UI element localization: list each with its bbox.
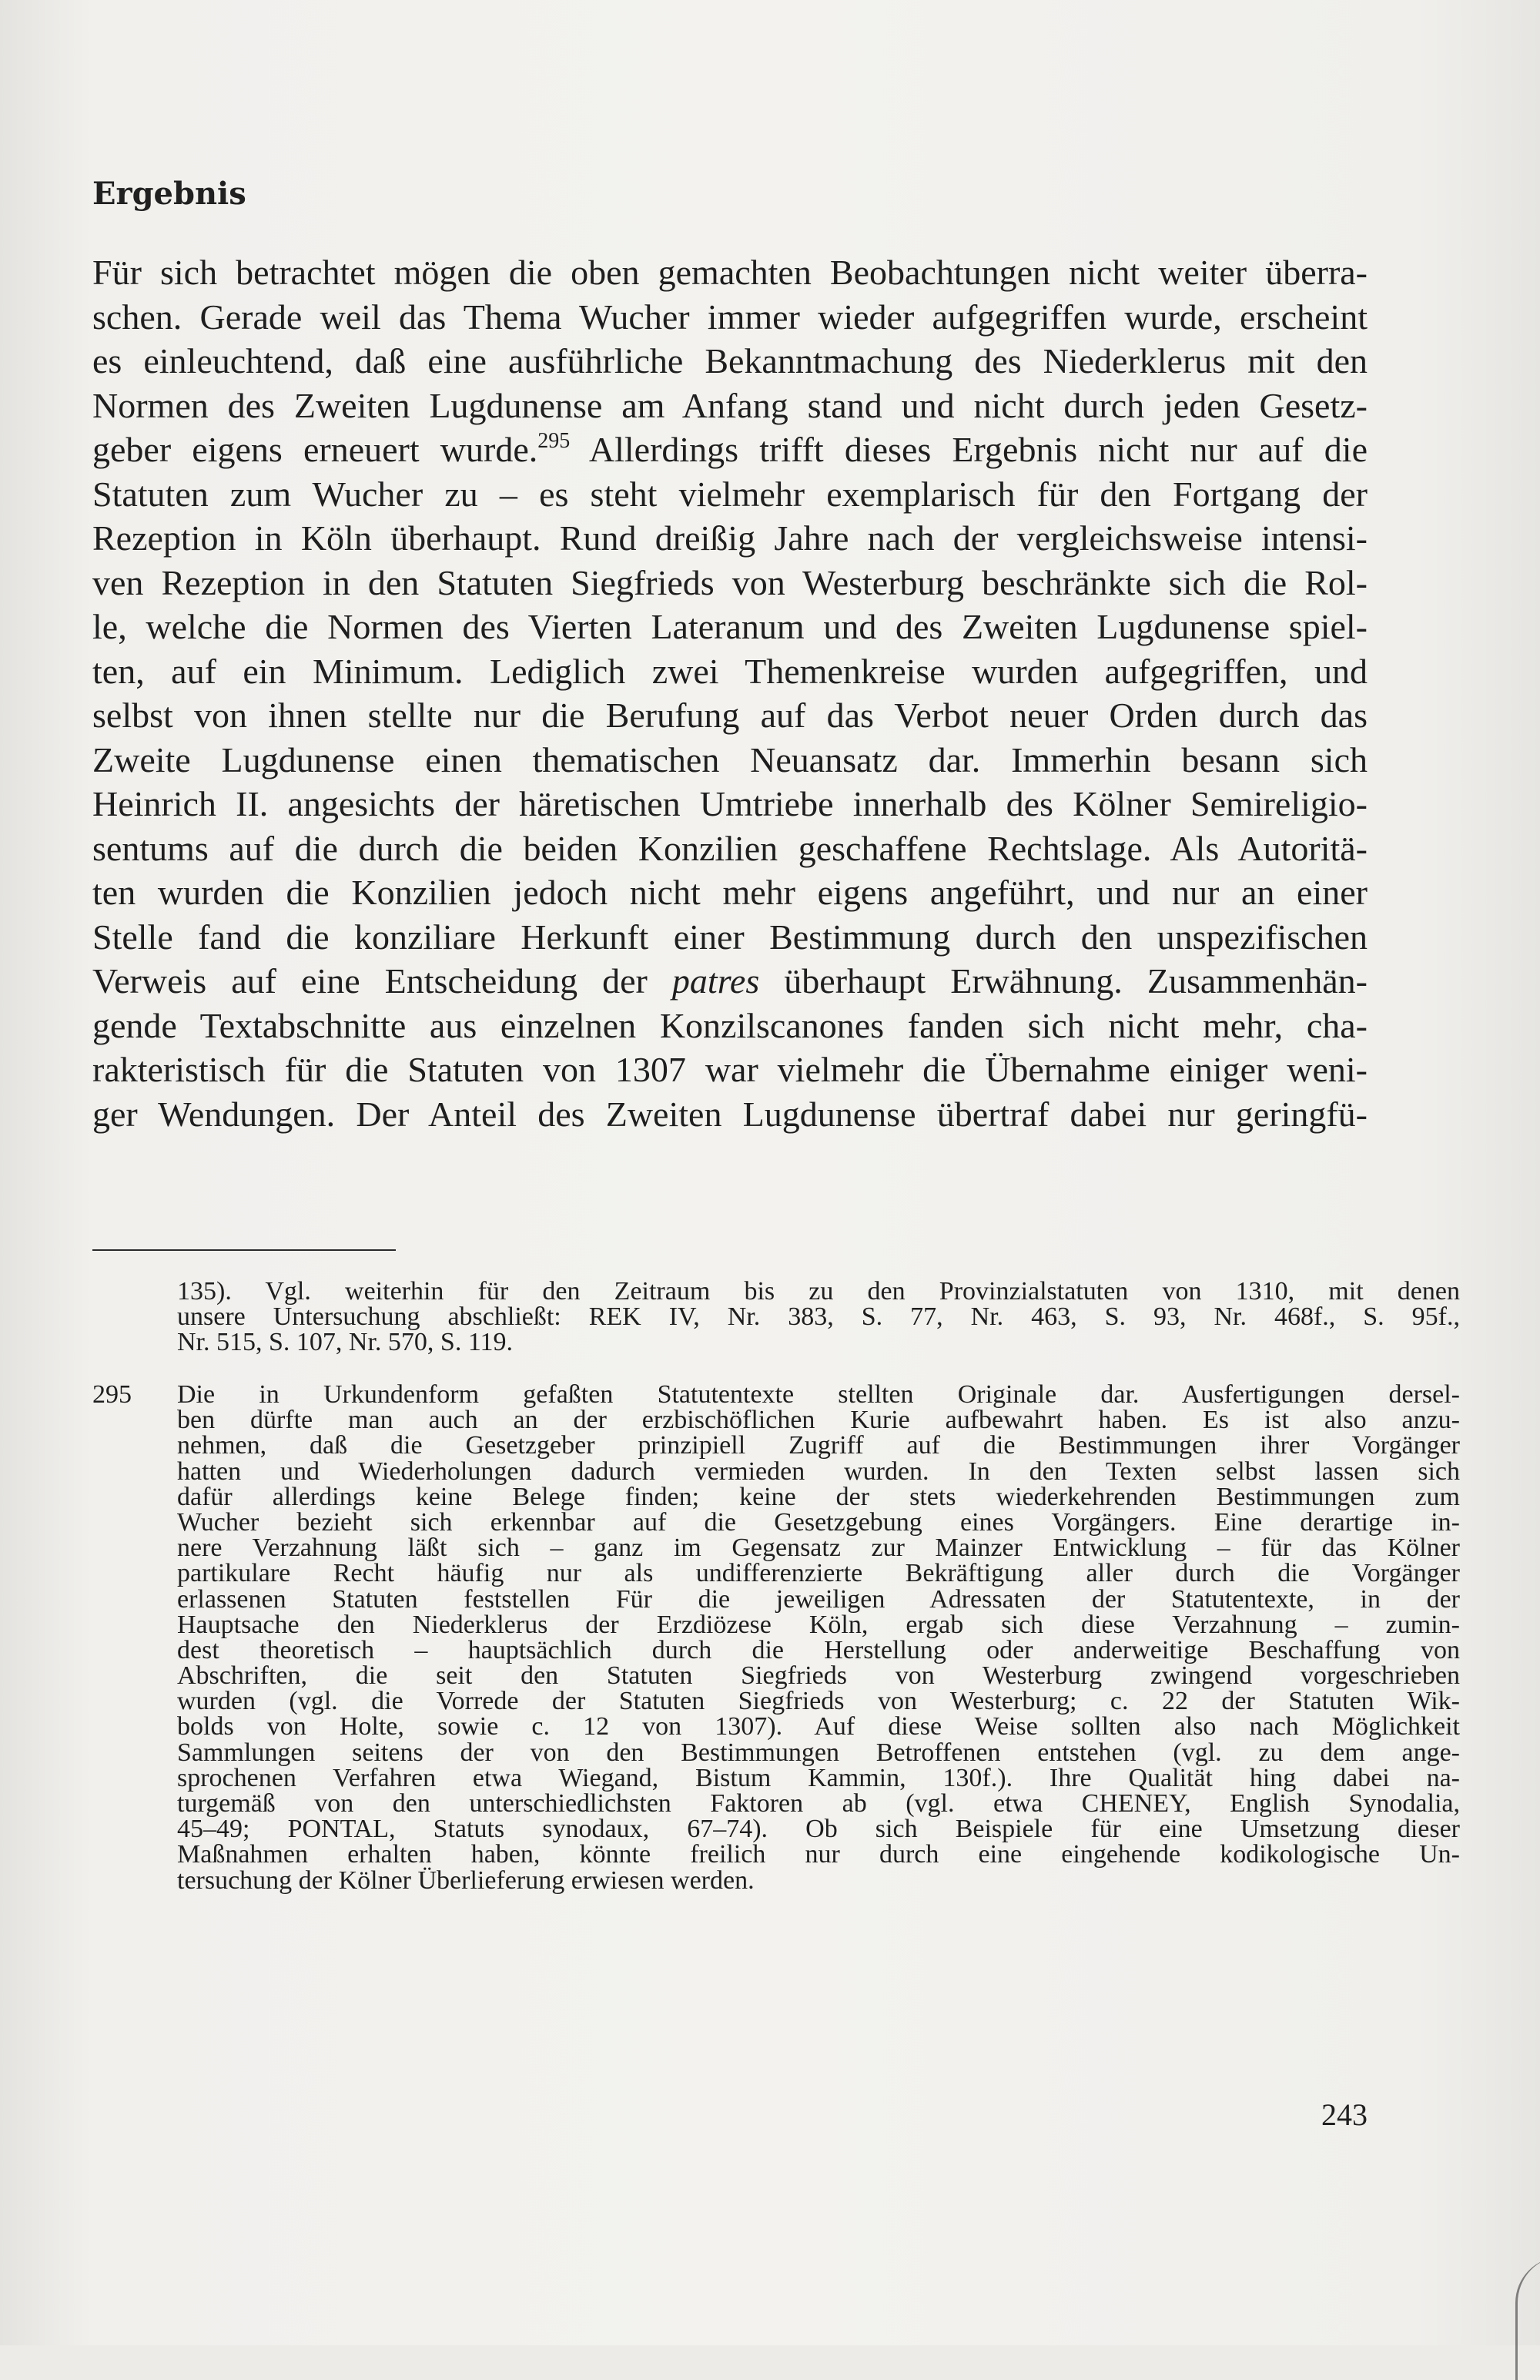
footnote-line: 135). Vgl. weiterhin für den Zeitraum bis zu den Provinzialstatuten von 1310, mit denen [177,1277,1460,1306]
body-line: Für sich betrachtet mögen die oben gemachten Beobachtungen nicht weiter überra- [92,253,1368,292]
body-line: ven Rezeption in den Statuten Siegfrieds von Westerburg beschränkte sich die Rol- [92,562,1368,602]
footnote-line: Nr. 515, S. 107, Nr. 570, S. 119. [177,1328,514,1357]
footnote-line: nehmen, daß die Gesetzgeber prinzipiell Zugriff auf die Bestimmungen ihrer Vorgänger [177,1431,1460,1460]
footnote-line: Abschriften, die seit den Statuten Siegfrieds von Westerburg zwingend vorgeschrieben [177,1661,1460,1691]
footnote-line: ben dürfte man auch an der erzbischöflichen Kurie aufbewahrt haben. Es ist also anzu- [177,1406,1460,1435]
footnote-separator [92,1249,396,1251]
footnote-number: 295 [92,1380,132,1409]
body-line: gende Textabschnitte aus einzelnen Konzilscanones fanden sich nicht mehr, cha- [92,1005,1368,1045]
body-line: selbst von ihnen stellte nur die Berufung auf das Verbot neuer Orden durch das [92,696,1368,735]
body-line: Normen des Zweiten Lugdunense am Anfang stand und nicht durch jeden Gesetz- [92,385,1368,425]
body-line: rakteristisch für die Statuten von 1307 war vielmehr die Übernahme einiger weni- [92,1050,1368,1089]
footnote-line: unsere Untersuchung abschließt: REK IV, Nr. 383, S. 77, Nr. 463, S. 93, Nr. 468f., S. 95f., [177,1302,1460,1332]
body-line: le, welche die Normen des Vierten Lateranum und des Zweiten Lugdunense spiel- [92,607,1368,646]
body-line: ten, auf ein Minimum. Lediglich zwei Themenkreise wurden aufgegriffen, und [92,651,1368,691]
footnote-line: partikulare Recht häufig nur als undifferenzierte Bekräftigung aller durch die Vorgänger [177,1559,1460,1588]
body-line-part: Verweis auf eine Entscheidung der [92,961,672,1001]
italic-term: patres [671,961,760,1001]
footnote-line: Hauptsache den Niederklerus der Erzdiözese Köln, ergab sich diese Verzahnung – zumin- [177,1610,1460,1639]
footnote-line: hatten und Wiederholungen dadurch vermieden wurden. In den Texten selbst lassen sich [177,1456,1460,1486]
body-line: Rezeption in Köln überhaupt. Rund dreißig Jahre nach der vergleichsweise intensi- [92,518,1368,558]
footnote-line: turgemäß von den unterschiedlichsten Faktoren ab (vgl. etwa CHENEY, English Synodalia, [177,1789,1460,1818]
binding-edge [1515,2257,1540,2380]
footnote-line: dafür allerdings keine Belege finden; keine der stets wiederkehrenden Bestimmungen zum [177,1482,1460,1511]
footnote-line: wurden (vgl. die Vorrede der Statuten Siegfrieds von Westerburg; c. 22 der Statuten Wik- [177,1687,1460,1716]
body-line: Stelle fand die konziliare Herkunft einer Bestimmung durch den unspezifischen [92,917,1368,957]
footnote-line: Wucher bezieht sich erkennbar auf die Gesetzgebung eines Vorgängers. Eine derartige in- [177,1507,1460,1537]
footnote-line: sprochenen Verfahren etwa Wiegand, Bistum Kammin, 130f.). Ihre Qualität hing dabei na- [177,1763,1460,1792]
footnote-line: nere Verzahnung läßt sich – ganz im Gegensatz zur Mainzer Entwicklung – für das Kölner [177,1534,1460,1563]
footnote-line: Maßnahmen erhalten haben, könnte freilich nur durch eine eingehende kodikologische Un- [177,1840,1460,1869]
footnote-line: Die in Urkundenform gefaßten Statutentexte stellten Originale dar. Ausfertigungen dersel- [177,1380,1460,1409]
footnote-line: dest theoretisch – hauptsächlich durch die Herstellung oder anderweitige Beschaffung von [177,1635,1460,1664]
body-line-part: überhaupt Erwähnung. Zusammenhän- [759,961,1368,1001]
footnote-line: tersuchung der Kölner Überlieferung erwiesen werden. [177,1865,755,1895]
body-line: es einleuchtend, daß eine ausführliche Bekanntmachung des Niederklerus mit den [92,341,1368,380]
footnote-line: 45–49; PONTAL, Statuts synodaux, 67–74). Ob sich Beispiele für eine Umsetzung dieser [177,1815,1460,1844]
body-line: Heinrich II. angesichts der häretischen Umtriebe innerhalb des Kölner Semireligio- [92,784,1368,823]
body-line-part: geber eigens erneuert wurde. [92,430,538,469]
body-line [92,427,1368,472]
footnote-line: erlassenen Statuten feststellen Für die jeweiligen Adressaten der Statutentexte, in der [177,1584,1460,1614]
page-number: 243 [1321,2097,1368,2132]
footnote-reference[interactable]: 295 [537,429,571,453]
body-line-part: Allerdings trifft dieses Ergebnis nicht nur auf die [570,430,1368,469]
footnote-text [177,1382,1460,1893]
footnote-line: Sammlungen seitens der von den Bestimmungen Betroffenen entstehen (vgl. zu dem ange- [177,1738,1460,1767]
body-text [92,250,1368,1136]
body-line: Statuten zum Wucher zu – es steht vielmehr exemplarisch für den Fortgang der [92,474,1368,514]
body-line: ten wurden die Konzilien jedoch nicht mehr eigens angeführt, und nur an einer [92,873,1368,912]
body-line [92,959,1368,1004]
body-line: schen. Gerade weil das Thema Wucher immer wieder aufgegriffen wurde, erscheint [92,297,1368,337]
footnote-text [177,1279,1460,1356]
section-heading: Ergebnis [92,176,246,212]
footnote-line: bolds von Holte, sowie c. 12 von 1307). Auf diese Weise sollten also nach Möglichkeit [177,1712,1460,1741]
body-line: ger Wendungen. Der Anteil des Zweiten Lugdunense übertraf dabei nur geringfü- [92,1094,1368,1134]
body-line: sentums auf die durch die beiden Konzilien geschaffene Rechtslage. Als Autoritä- [92,828,1368,868]
body-line: Zweite Lugdunense einen thematischen Neuansatz dar. Immerhin besann sich [92,739,1368,779]
